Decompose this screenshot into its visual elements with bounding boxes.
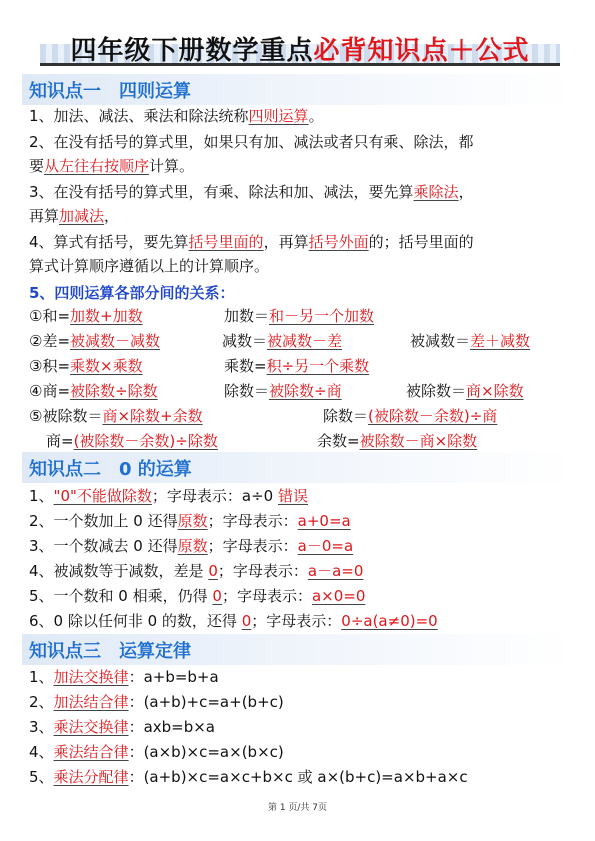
relation-subtrahend: 减数＝被减数－差 <box>222 332 343 350</box>
rule-4-line-2: 算式计算顺序遵循以上的计算顺序。 <box>29 257 270 275</box>
section-heading-1: 知识点一 四则运算 <box>22 74 574 105</box>
relation-divisor-remainder: 除数＝(被除数－余数)÷商 <box>323 407 498 425</box>
rule-4-line-1: 4、算式有括号，要先算括号里面的，再算括号外面的；括号里面的 <box>29 233 474 251</box>
section-heading-2: 知识点二 0 的运算 <box>22 452 574 483</box>
relation-dividend: 被除数＝商×除数 <box>406 382 524 400</box>
zero-rule-2: 2、一个数加上 0 还得原数；字母表示：a+0=a <box>29 512 351 530</box>
relation-quotient: ④商=被除数÷除数 <box>29 382 158 400</box>
section-heading-3: 知识点三 运算定律 <box>22 634 574 665</box>
zero-rule-1: 1、"0"不能做除数；字母表示：a÷0 错误 <box>29 487 308 505</box>
law-4: 4、乘法结合律：(a×b)×c=a×(b×c) <box>29 743 284 761</box>
law-2: 2、加法结合律：(a+b)+c=a+(b+c) <box>29 693 284 711</box>
law-3: 3、乘法交换律：axb=b×a <box>29 718 216 736</box>
rule-2-line-2: 要从左往右按顺序计算。 <box>29 157 195 175</box>
rule-3-line-1: 3、在没有括号的算式里，有乘、除法和加、减法，要先算乘除法， <box>29 183 474 201</box>
rule-1: 1、加法、减法、乘法和除法统称四则运算。 <box>29 107 324 125</box>
relation-minuend: 被减数＝差＋减数 <box>410 332 531 350</box>
zero-rule-4: 4、被减数等于减数，差是 0；字母表示：a－a=0 <box>29 562 364 580</box>
relation-quotient-remainder: 商=(被除数－余数)÷除数 <box>46 432 218 450</box>
relation-dividend-remainder: ⑤被除数＝商×除数+余数 <box>29 407 203 425</box>
law-5: 5、乘法分配律：(a+b)×c=a×c+b×c 或 a×(b+c)=a×b+a×c <box>29 768 468 786</box>
relation-product: ③积=乘数×乘数 <box>29 357 143 375</box>
relation-factor: 乘数=积÷另一个乘数 <box>224 357 370 375</box>
zero-rule-6: 6、0 除以任何非 0 的数，还得 0；字母表示：0÷a(a≠0)=0 <box>29 612 438 630</box>
relation-remainder: 余数=被除数－商×除数 <box>317 432 478 450</box>
law-1: 1、加法交换律：a+b=b+a <box>29 668 219 686</box>
relation-sum: ①和=加数+加数 <box>29 307 143 325</box>
relation-divisor: 除数＝被除数÷商 <box>224 382 342 400</box>
rule-2-line-1: 2、在没有括号的算式里，如果只有加、减法或者只有乘、除法，都 <box>29 133 474 151</box>
page-title: 四年级下册数学重点必背知识点＋公式 <box>70 36 530 66</box>
rule-3-line-2: 再算加减法， <box>29 207 120 225</box>
title-area <box>0 0 595 68</box>
page-number: 第 1 页/共 7页 <box>267 803 328 813</box>
zero-rule-5: 5、一个数和 0 相乘，仍得 0；字母表示：a×0=0 <box>29 587 366 605</box>
relation-difference: ②差=被减数－减数 <box>29 332 161 350</box>
relations-subheading: 5、四则运算各部分间的关系： <box>29 284 235 302</box>
zero-rule-3: 3、一个数减去 0 还得原数；字母表示：a－0=a <box>29 537 354 555</box>
relation-addend: 加数＝和－另一个加数 <box>224 307 375 325</box>
